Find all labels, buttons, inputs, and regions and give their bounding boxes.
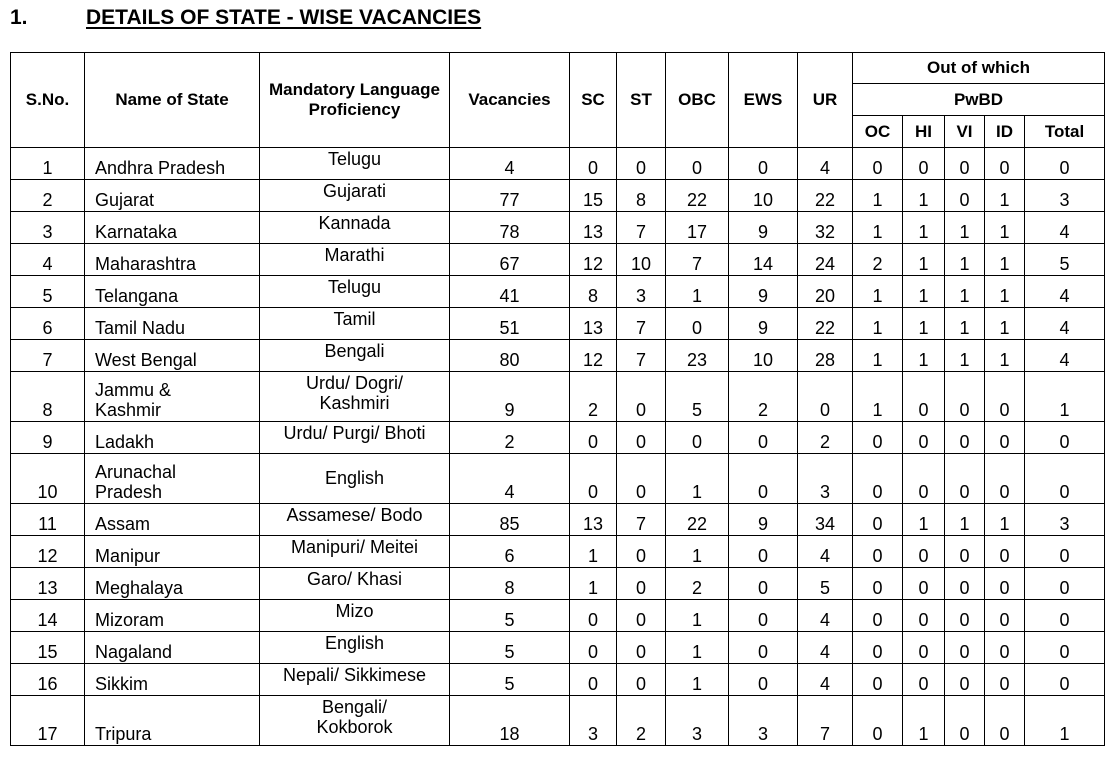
cell-ews: 10	[729, 340, 798, 372]
cell-oc: 0	[853, 600, 903, 632]
cell-id: 0	[985, 422, 1025, 454]
cell-st: 0	[617, 372, 666, 422]
state-vacancies-table	[10, 52, 1105, 746]
cell-sc: 0	[570, 600, 617, 632]
cell-ur: 3	[798, 454, 853, 504]
cell-sno: 16	[11, 664, 85, 696]
section-heading	[10, 6, 1010, 36]
table-row	[11, 422, 1105, 454]
cell-total: 4	[1025, 276, 1105, 308]
cell-hi: 1	[903, 276, 945, 308]
cell-ews: 0	[729, 536, 798, 568]
cell-ur: 20	[798, 276, 853, 308]
cell-oc: 0	[853, 696, 903, 746]
table-row	[11, 568, 1105, 600]
cell-obc: 1	[666, 276, 729, 308]
cell-oc: 0	[853, 664, 903, 696]
cell-language: English	[260, 632, 450, 664]
cell-vi: 0	[945, 696, 985, 746]
cell-language: Gujarati	[260, 180, 450, 212]
cell-sc: 12	[570, 340, 617, 372]
cell-vacancies: 78	[450, 212, 570, 244]
cell-st: 7	[617, 504, 666, 536]
cell-obc: 22	[666, 180, 729, 212]
header-ews: EWS	[729, 53, 798, 148]
cell-ur: 28	[798, 340, 853, 372]
cell-sc: 1	[570, 536, 617, 568]
cell-vacancies: 5	[450, 664, 570, 696]
cell-sno: 2	[11, 180, 85, 212]
cell-st: 0	[617, 422, 666, 454]
cell-ews: 10	[729, 180, 798, 212]
cell-st: 0	[617, 148, 666, 180]
table-row	[11, 308, 1105, 340]
cell-state: Meghalaya	[85, 568, 260, 600]
cell-vi: 0	[945, 664, 985, 696]
cell-ews: 0	[729, 568, 798, 600]
cell-language: Mizo	[260, 600, 450, 632]
cell-id: 1	[985, 308, 1025, 340]
cell-total: 5	[1025, 244, 1105, 276]
cell-language: Kannada	[260, 212, 450, 244]
cell-sc: 8	[570, 276, 617, 308]
cell-id: 0	[985, 568, 1025, 600]
table-body	[11, 148, 1105, 746]
cell-vacancies: 6	[450, 536, 570, 568]
cell-st: 2	[617, 696, 666, 746]
cell-ews: 0	[729, 664, 798, 696]
cell-obc: 1	[666, 454, 729, 504]
cell-obc: 0	[666, 308, 729, 340]
cell-state: Andhra Pradesh	[85, 148, 260, 180]
header-ur: UR	[798, 53, 853, 148]
cell-oc: 0	[853, 148, 903, 180]
cell-id: 0	[985, 664, 1025, 696]
cell-id: 0	[985, 632, 1025, 664]
cell-id: 0	[985, 536, 1025, 568]
cell-sno: 4	[11, 244, 85, 276]
cell-oc: 1	[853, 212, 903, 244]
cell-vi: 1	[945, 504, 985, 536]
cell-obc: 1	[666, 536, 729, 568]
header-language: Mandatory Language Proficiency	[260, 53, 450, 148]
cell-sno: 8	[11, 372, 85, 422]
cell-vacancies: 41	[450, 276, 570, 308]
cell-id: 1	[985, 244, 1025, 276]
cell-hi: 0	[903, 632, 945, 664]
cell-id: 0	[985, 148, 1025, 180]
cell-total: 0	[1025, 148, 1105, 180]
cell-state: West Bengal	[85, 340, 260, 372]
cell-ews: 9	[729, 276, 798, 308]
header-sc: SC	[570, 53, 617, 148]
cell-sc: 1	[570, 568, 617, 600]
cell-oc: 1	[853, 372, 903, 422]
cell-sc: 0	[570, 632, 617, 664]
header-total: Total	[1025, 116, 1105, 148]
table-row	[11, 600, 1105, 632]
cell-total: 0	[1025, 536, 1105, 568]
cell-sno: 12	[11, 536, 85, 568]
cell-obc: 1	[666, 664, 729, 696]
cell-vi: 1	[945, 276, 985, 308]
cell-hi: 1	[903, 504, 945, 536]
cell-oc: 2	[853, 244, 903, 276]
cell-ur: 4	[798, 148, 853, 180]
cell-hi: 0	[903, 454, 945, 504]
cell-hi: 0	[903, 600, 945, 632]
cell-st: 3	[617, 276, 666, 308]
cell-total: 0	[1025, 422, 1105, 454]
cell-sno: 15	[11, 632, 85, 664]
section-number: 1.	[10, 6, 28, 29]
cell-obc: 23	[666, 340, 729, 372]
cell-state: Tamil Nadu	[85, 308, 260, 340]
cell-language: Bengali	[260, 340, 450, 372]
cell-ur: 5	[798, 568, 853, 600]
cell-vi: 0	[945, 148, 985, 180]
cell-st: 10	[617, 244, 666, 276]
cell-oc: 1	[853, 308, 903, 340]
table-row	[11, 212, 1105, 244]
cell-vacancies: 18	[450, 696, 570, 746]
cell-vi: 0	[945, 422, 985, 454]
cell-st: 7	[617, 340, 666, 372]
table-row	[11, 504, 1105, 536]
cell-obc: 0	[666, 422, 729, 454]
cell-ews: 2	[729, 372, 798, 422]
cell-language: Nepali/ Sikkimese	[260, 664, 450, 696]
cell-state: Manipur	[85, 536, 260, 568]
cell-ur: 7	[798, 696, 853, 746]
cell-hi: 1	[903, 180, 945, 212]
cell-hi: 1	[903, 308, 945, 340]
cell-obc: 1	[666, 632, 729, 664]
table-row	[11, 340, 1105, 372]
cell-hi: 0	[903, 372, 945, 422]
cell-language: Urdu/ Dogri/ Kashmiri	[260, 372, 450, 422]
cell-language: Tamil	[260, 308, 450, 340]
cell-vi: 0	[945, 632, 985, 664]
cell-vacancies: 9	[450, 372, 570, 422]
cell-vi: 0	[945, 454, 985, 504]
cell-state: Maharashtra	[85, 244, 260, 276]
cell-sc: 15	[570, 180, 617, 212]
cell-ur: 24	[798, 244, 853, 276]
cell-vacancies: 4	[450, 148, 570, 180]
section-title: DETAILS OF STATE - WISE VACANCIES	[86, 6, 482, 29]
cell-total: 0	[1025, 600, 1105, 632]
cell-language: Telugu	[260, 148, 450, 180]
cell-sno: 5	[11, 276, 85, 308]
table-row	[11, 632, 1105, 664]
cell-hi: 1	[903, 696, 945, 746]
cell-id: 1	[985, 504, 1025, 536]
table-row	[11, 372, 1105, 422]
cell-total: 4	[1025, 212, 1105, 244]
cell-total: 0	[1025, 568, 1105, 600]
header-hi: HI	[903, 116, 945, 148]
cell-vacancies: 67	[450, 244, 570, 276]
cell-vacancies: 80	[450, 340, 570, 372]
cell-hi: 1	[903, 340, 945, 372]
cell-obc: 0	[666, 148, 729, 180]
cell-vi: 1	[945, 212, 985, 244]
cell-hi: 0	[903, 536, 945, 568]
cell-st: 0	[617, 454, 666, 504]
cell-sno: 1	[11, 148, 85, 180]
header-out-of-which: Out of which	[853, 53, 1105, 84]
cell-oc: 0	[853, 568, 903, 600]
cell-ews: 9	[729, 212, 798, 244]
cell-st: 0	[617, 536, 666, 568]
cell-state: Assam	[85, 504, 260, 536]
cell-state: Sikkim	[85, 664, 260, 696]
cell-sc: 3	[570, 696, 617, 746]
cell-sno: 10	[11, 454, 85, 504]
cell-sc: 12	[570, 244, 617, 276]
cell-total: 3	[1025, 180, 1105, 212]
cell-vacancies: 8	[450, 568, 570, 600]
header-vacancies: Vacancies	[450, 53, 570, 148]
cell-oc: 0	[853, 632, 903, 664]
cell-oc: 0	[853, 422, 903, 454]
cell-id: 0	[985, 600, 1025, 632]
cell-id: 1	[985, 340, 1025, 372]
cell-sno: 6	[11, 308, 85, 340]
cell-ews: 0	[729, 422, 798, 454]
cell-state: Gujarat	[85, 180, 260, 212]
cell-ur: 2	[798, 422, 853, 454]
cell-oc: 0	[853, 536, 903, 568]
cell-sno: 17	[11, 696, 85, 746]
cell-language: Assamese/ Bodo	[260, 504, 450, 536]
cell-vacancies: 5	[450, 600, 570, 632]
cell-sno: 14	[11, 600, 85, 632]
cell-sc: 0	[570, 664, 617, 696]
cell-obc: 5	[666, 372, 729, 422]
cell-vacancies: 4	[450, 454, 570, 504]
cell-sc: 13	[570, 308, 617, 340]
cell-sc: 0	[570, 454, 617, 504]
cell-vi: 1	[945, 244, 985, 276]
cell-ews: 9	[729, 504, 798, 536]
cell-ews: 9	[729, 308, 798, 340]
header-state: Name of State	[85, 53, 260, 148]
cell-sc: 2	[570, 372, 617, 422]
cell-obc: 22	[666, 504, 729, 536]
header-obc: OBC	[666, 53, 729, 148]
cell-hi: 0	[903, 568, 945, 600]
cell-language: Urdu/ Purgi/ Bhoti	[260, 422, 450, 454]
cell-language: Garo/ Khasi	[260, 568, 450, 600]
table-row	[11, 180, 1105, 212]
cell-oc: 1	[853, 276, 903, 308]
cell-ur: 4	[798, 664, 853, 696]
cell-state: Ladakh	[85, 422, 260, 454]
cell-language: Marathi	[260, 244, 450, 276]
cell-vacancies: 2	[450, 422, 570, 454]
cell-vi: 0	[945, 372, 985, 422]
cell-sno: 9	[11, 422, 85, 454]
cell-language: English	[260, 454, 450, 504]
cell-vi: 0	[945, 180, 985, 212]
cell-vi: 0	[945, 536, 985, 568]
cell-hi: 1	[903, 212, 945, 244]
cell-vacancies: 85	[450, 504, 570, 536]
cell-obc: 2	[666, 568, 729, 600]
cell-language: Bengali/ Kokborok	[260, 696, 450, 746]
header-oc: OC	[853, 116, 903, 148]
cell-vi: 1	[945, 340, 985, 372]
cell-ews: 0	[729, 632, 798, 664]
cell-total: 4	[1025, 308, 1105, 340]
cell-state: Nagaland	[85, 632, 260, 664]
cell-id: 0	[985, 696, 1025, 746]
cell-ur: 4	[798, 600, 853, 632]
table-row	[11, 244, 1105, 276]
cell-ur: 32	[798, 212, 853, 244]
cell-language: Telugu	[260, 276, 450, 308]
cell-oc: 1	[853, 180, 903, 212]
cell-state: Telangana	[85, 276, 260, 308]
cell-hi: 0	[903, 148, 945, 180]
table-row	[11, 276, 1105, 308]
cell-total: 0	[1025, 454, 1105, 504]
cell-obc: 7	[666, 244, 729, 276]
cell-obc: 17	[666, 212, 729, 244]
header-pwbd: PwBD	[853, 84, 1105, 116]
cell-ews: 3	[729, 696, 798, 746]
cell-vacancies: 77	[450, 180, 570, 212]
cell-vi: 0	[945, 600, 985, 632]
cell-state: Mizoram	[85, 600, 260, 632]
cell-st: 0	[617, 664, 666, 696]
cell-ur: 22	[798, 308, 853, 340]
cell-vacancies: 5	[450, 632, 570, 664]
cell-ur: 0	[798, 372, 853, 422]
cell-total: 0	[1025, 632, 1105, 664]
cell-ews: 0	[729, 600, 798, 632]
table-row	[11, 664, 1105, 696]
cell-ur: 4	[798, 632, 853, 664]
header-sno: S.No.	[11, 53, 85, 148]
cell-id: 0	[985, 454, 1025, 504]
table-row	[11, 148, 1105, 180]
cell-id: 1	[985, 212, 1025, 244]
cell-total: 1	[1025, 372, 1105, 422]
cell-state: Arunachal Pradesh	[85, 454, 260, 504]
header-id: ID	[985, 116, 1025, 148]
header-st: ST	[617, 53, 666, 148]
cell-st: 0	[617, 568, 666, 600]
cell-state: Karnataka	[85, 212, 260, 244]
header-vi: VI	[945, 116, 985, 148]
cell-sc: 13	[570, 212, 617, 244]
cell-sno: 7	[11, 340, 85, 372]
cell-state: Jammu & Kashmir	[85, 372, 260, 422]
cell-hi: 1	[903, 244, 945, 276]
cell-state: Tripura	[85, 696, 260, 746]
cell-vi: 0	[945, 568, 985, 600]
cell-id: 1	[985, 276, 1025, 308]
cell-oc: 0	[853, 504, 903, 536]
cell-id: 1	[985, 180, 1025, 212]
cell-id: 0	[985, 372, 1025, 422]
cell-ur: 4	[798, 536, 853, 568]
table-row	[11, 536, 1105, 568]
cell-ews: 0	[729, 454, 798, 504]
cell-obc: 1	[666, 600, 729, 632]
cell-sc: 13	[570, 504, 617, 536]
cell-st: 8	[617, 180, 666, 212]
table-row	[11, 696, 1105, 746]
cell-ews: 14	[729, 244, 798, 276]
cell-st: 7	[617, 212, 666, 244]
cell-oc: 1	[853, 340, 903, 372]
cell-hi: 0	[903, 422, 945, 454]
cell-ur: 34	[798, 504, 853, 536]
cell-total: 0	[1025, 664, 1105, 696]
cell-vi: 1	[945, 308, 985, 340]
cell-language: Manipuri/ Meitei	[260, 536, 450, 568]
cell-vacancies: 51	[450, 308, 570, 340]
cell-ur: 22	[798, 180, 853, 212]
cell-sc: 0	[570, 422, 617, 454]
cell-sno: 11	[11, 504, 85, 536]
cell-oc: 0	[853, 454, 903, 504]
cell-obc: 3	[666, 696, 729, 746]
cell-sc: 0	[570, 148, 617, 180]
cell-total: 4	[1025, 340, 1105, 372]
cell-total: 1	[1025, 696, 1105, 746]
cell-sno: 3	[11, 212, 85, 244]
cell-ews: 0	[729, 148, 798, 180]
table-row	[11, 454, 1105, 504]
cell-total: 3	[1025, 504, 1105, 536]
cell-hi: 0	[903, 664, 945, 696]
cell-st: 0	[617, 600, 666, 632]
cell-st: 0	[617, 632, 666, 664]
cell-st: 7	[617, 308, 666, 340]
cell-sno: 13	[11, 568, 85, 600]
